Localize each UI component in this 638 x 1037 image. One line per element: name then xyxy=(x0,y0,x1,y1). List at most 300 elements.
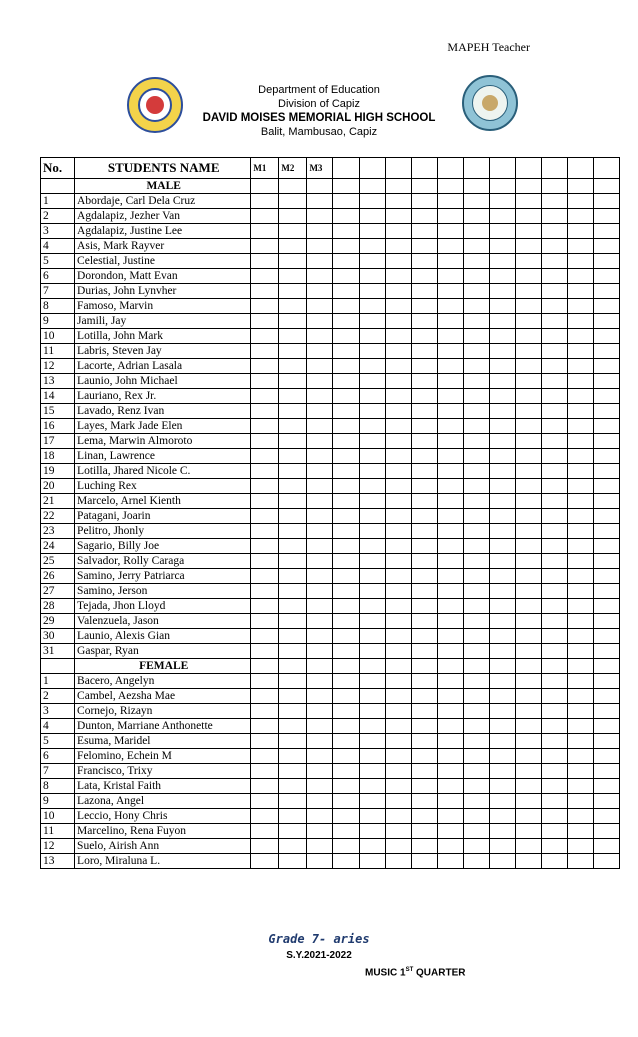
grade-cell xyxy=(593,809,619,824)
student-number: 15 xyxy=(41,404,75,419)
grade-cell xyxy=(515,239,541,254)
grade-cell xyxy=(411,179,437,194)
grade-cell xyxy=(385,689,411,704)
grade-cell xyxy=(489,674,515,689)
grade-cell xyxy=(411,779,437,794)
grade-cell xyxy=(437,194,463,209)
student-number: 1 xyxy=(41,194,75,209)
grade-column-header xyxy=(463,158,489,179)
grade-cell xyxy=(279,659,307,674)
grade-cell xyxy=(515,419,541,434)
grade-cell xyxy=(359,629,385,644)
grade-cell xyxy=(279,404,307,419)
grade-cell xyxy=(541,809,567,824)
grade-cell xyxy=(411,734,437,749)
grade-cell xyxy=(279,764,307,779)
col-header-m1: M1 xyxy=(251,158,279,179)
grade-cell xyxy=(463,374,489,389)
grade-cell xyxy=(567,179,593,194)
grade-cell xyxy=(385,854,411,869)
grade-cell xyxy=(541,719,567,734)
grade-cell xyxy=(463,359,489,374)
grade-cell xyxy=(593,449,619,464)
document-header xyxy=(0,83,638,139)
grade-cell xyxy=(333,704,359,719)
table-row xyxy=(41,569,620,584)
grade-cell xyxy=(437,344,463,359)
student-number: 8 xyxy=(41,299,75,314)
grade-cell xyxy=(489,479,515,494)
grade-cell xyxy=(489,764,515,779)
grade-cell xyxy=(333,734,359,749)
grade-cell xyxy=(307,224,333,239)
grade-cell xyxy=(411,404,437,419)
grade-cell xyxy=(489,269,515,284)
grade-cell xyxy=(411,554,437,569)
student-number: 21 xyxy=(41,494,75,509)
grade-cell xyxy=(251,779,279,794)
grade-cell xyxy=(333,674,359,689)
table-row xyxy=(41,329,620,344)
grade-cell xyxy=(515,644,541,659)
grade-cell xyxy=(541,734,567,749)
grade-cell xyxy=(515,629,541,644)
grade-cell xyxy=(333,419,359,434)
grade-cell xyxy=(279,629,307,644)
grade-cell xyxy=(333,389,359,404)
student-number: 7 xyxy=(41,764,75,779)
grade-cell xyxy=(463,269,489,284)
grade-cell xyxy=(307,599,333,614)
grade-cell xyxy=(567,194,593,209)
grade-cell xyxy=(463,194,489,209)
grade-cell xyxy=(567,494,593,509)
grade-cell xyxy=(251,299,279,314)
grade-cell xyxy=(489,659,515,674)
student-number: 11 xyxy=(41,824,75,839)
student-name: Launio, Alexis Gian xyxy=(75,629,251,644)
grade-cell xyxy=(333,464,359,479)
grade-cell xyxy=(593,824,619,839)
grade-cell xyxy=(541,764,567,779)
grade-cell xyxy=(437,659,463,674)
grade-cell xyxy=(567,809,593,824)
grade-cell xyxy=(279,509,307,524)
grade-cell xyxy=(251,704,279,719)
grade-cell xyxy=(279,719,307,734)
grade-cell xyxy=(307,299,333,314)
grade-cell xyxy=(489,689,515,704)
student-number: 18 xyxy=(41,449,75,464)
student-number: 5 xyxy=(41,734,75,749)
grade-cell xyxy=(385,494,411,509)
table-row xyxy=(41,344,620,359)
student-number: 4 xyxy=(41,719,75,734)
grade-cell xyxy=(251,569,279,584)
student-name: Celestial, Justine xyxy=(75,254,251,269)
grade-cell xyxy=(411,569,437,584)
grade-cell xyxy=(385,374,411,389)
student-number: 13 xyxy=(41,374,75,389)
table-row xyxy=(41,209,620,224)
grade-cell xyxy=(541,284,567,299)
grade-cell xyxy=(333,179,359,194)
student-name: Sagario, Billy Joe xyxy=(75,539,251,554)
student-name: Bacero, Angelyn xyxy=(75,674,251,689)
grade-section: Grade 7- aries xyxy=(268,932,370,946)
grade-cell xyxy=(411,719,437,734)
grade-cell xyxy=(463,314,489,329)
grade-cell xyxy=(593,224,619,239)
grade-cell xyxy=(385,719,411,734)
grade-cell xyxy=(251,674,279,689)
grade-cell xyxy=(541,389,567,404)
grade-cell xyxy=(489,599,515,614)
grade-cell xyxy=(307,614,333,629)
section-row xyxy=(41,179,620,194)
grade-cell xyxy=(515,464,541,479)
grade-cell xyxy=(251,599,279,614)
section-label: FEMALE xyxy=(75,659,251,674)
grade-cell xyxy=(307,209,333,224)
grade-cell xyxy=(515,749,541,764)
grade-cell xyxy=(251,764,279,779)
grade-cell xyxy=(251,419,279,434)
grade-cell xyxy=(411,254,437,269)
grade-cell xyxy=(411,299,437,314)
grade-cell xyxy=(541,614,567,629)
student-name: Dunton, Marriane Anthonette xyxy=(75,719,251,734)
grade-cell xyxy=(567,839,593,854)
grade-cell xyxy=(279,554,307,569)
school-name: DAVID MOISES MEMORIAL HIGH SCHOOL xyxy=(202,112,436,124)
grade-cell xyxy=(333,719,359,734)
grade-cell xyxy=(333,629,359,644)
grade-cell xyxy=(515,374,541,389)
student-number: 6 xyxy=(41,749,75,764)
grade-cell xyxy=(489,719,515,734)
grade-cell xyxy=(515,194,541,209)
grade-cell xyxy=(359,599,385,614)
grade-cell xyxy=(489,194,515,209)
school-year: S.Y.2021-2022 xyxy=(286,950,352,961)
grade-cell xyxy=(385,704,411,719)
grade-cell xyxy=(359,524,385,539)
grade-cell xyxy=(567,779,593,794)
grade-cell xyxy=(593,494,619,509)
grade-cell xyxy=(307,449,333,464)
grade-cell xyxy=(437,689,463,704)
table-row xyxy=(41,314,620,329)
grade-cell xyxy=(411,209,437,224)
student-name: Francisco, Trixy xyxy=(75,764,251,779)
grade-cell xyxy=(567,719,593,734)
grade-cell xyxy=(251,374,279,389)
col-header-m2: M2 xyxy=(279,158,307,179)
grade-cell xyxy=(567,479,593,494)
grade-cell xyxy=(463,734,489,749)
grade-cell xyxy=(515,539,541,554)
student-name: Samino, Jerry Patriarca xyxy=(75,569,251,584)
grade-cell xyxy=(515,854,541,869)
grade-cell xyxy=(333,539,359,554)
section-label: MALE xyxy=(75,179,251,194)
grade-cell xyxy=(333,494,359,509)
student-name: Tejada, Jhon Lloyd xyxy=(75,599,251,614)
student-name: Marcelo, Arnel Kienth xyxy=(75,494,251,509)
grade-cell xyxy=(489,419,515,434)
grade-cell xyxy=(437,269,463,284)
grade-cell xyxy=(567,584,593,599)
grade-cell xyxy=(593,629,619,644)
grade-cell xyxy=(385,239,411,254)
student-name: Dorondon, Matt Evan xyxy=(75,269,251,284)
grade-cell xyxy=(333,749,359,764)
student-number: 16 xyxy=(41,419,75,434)
grade-cell xyxy=(489,344,515,359)
student-number: 12 xyxy=(41,839,75,854)
grade-cell xyxy=(437,824,463,839)
grade-cell xyxy=(567,749,593,764)
grade-cell xyxy=(251,254,279,269)
student-number: 14 xyxy=(41,389,75,404)
grade-cell xyxy=(385,644,411,659)
grade-cell xyxy=(437,224,463,239)
grade-cell xyxy=(359,854,385,869)
grade-cell xyxy=(463,509,489,524)
grade-cell xyxy=(593,779,619,794)
grade-cell xyxy=(385,224,411,239)
grade-cell xyxy=(541,314,567,329)
grade-cell xyxy=(279,254,307,269)
grade-cell xyxy=(359,779,385,794)
table-row xyxy=(41,629,620,644)
table-row xyxy=(41,749,620,764)
grade-cell xyxy=(515,734,541,749)
grade-cell xyxy=(333,689,359,704)
grade-cell xyxy=(541,359,567,374)
student-number: 6 xyxy=(41,269,75,284)
grade-cell xyxy=(489,464,515,479)
table-row xyxy=(41,644,620,659)
table-row xyxy=(41,734,620,749)
table-header-row xyxy=(41,158,620,179)
grade-cell xyxy=(463,419,489,434)
grade-cell xyxy=(489,209,515,224)
grade-cell xyxy=(567,794,593,809)
grade-cell xyxy=(251,284,279,299)
grade-cell xyxy=(307,524,333,539)
grade-cell xyxy=(541,689,567,704)
grade-cell xyxy=(359,284,385,299)
grade-cell xyxy=(437,584,463,599)
grade-cell xyxy=(411,464,437,479)
grade-cell xyxy=(279,779,307,794)
grade-cell xyxy=(333,299,359,314)
grade-cell xyxy=(593,254,619,269)
grade-cell xyxy=(359,539,385,554)
grade-cell xyxy=(463,254,489,269)
grade-cell xyxy=(251,179,279,194)
grade-cell xyxy=(541,509,567,524)
grade-cell xyxy=(463,539,489,554)
table-row xyxy=(41,224,620,239)
grade-cell xyxy=(359,704,385,719)
grade-cell xyxy=(567,734,593,749)
grade-cell xyxy=(359,269,385,284)
grade-cell xyxy=(541,269,567,284)
grade-cell xyxy=(515,509,541,524)
grade-cell xyxy=(515,269,541,284)
grade-cell xyxy=(279,239,307,254)
grade-cell xyxy=(333,374,359,389)
grade-cell xyxy=(359,449,385,464)
table-row xyxy=(41,764,620,779)
grade-cell xyxy=(593,269,619,284)
grade-cell xyxy=(541,824,567,839)
student-name: Felomino, Echein M xyxy=(75,749,251,764)
grade-cell xyxy=(437,434,463,449)
grade-cell xyxy=(359,809,385,824)
grade-cell xyxy=(385,764,411,779)
grade-cell xyxy=(567,239,593,254)
grade-cell xyxy=(463,749,489,764)
grade-cell xyxy=(251,224,279,239)
grade-cell xyxy=(515,449,541,464)
grade-cell xyxy=(489,509,515,524)
table-row xyxy=(41,554,620,569)
grade-cell xyxy=(463,824,489,839)
grade-cell xyxy=(593,524,619,539)
grade-cell xyxy=(307,704,333,719)
table-row xyxy=(41,464,620,479)
grade-cell xyxy=(567,449,593,464)
grade-cell xyxy=(541,524,567,539)
student-number: 1 xyxy=(41,674,75,689)
grade-cell xyxy=(567,314,593,329)
grade-cell xyxy=(333,599,359,614)
table-row xyxy=(41,524,620,539)
grade-cell xyxy=(489,794,515,809)
grade-cell xyxy=(307,329,333,344)
grade-cell xyxy=(307,344,333,359)
grade-cell xyxy=(567,599,593,614)
student-name: Lacorte, Adrian Lasala xyxy=(75,359,251,374)
grade-cell xyxy=(359,389,385,404)
grade-cell xyxy=(307,359,333,374)
table-row xyxy=(41,194,620,209)
grade-cell xyxy=(307,839,333,854)
student-number: 23 xyxy=(41,524,75,539)
student-name: Lauriano, Rex Jr. xyxy=(75,389,251,404)
grade-cell xyxy=(489,449,515,464)
grade-cell xyxy=(385,569,411,584)
grade-cell xyxy=(515,614,541,629)
grade-cell xyxy=(385,629,411,644)
grade-cell xyxy=(593,854,619,869)
grade-cell xyxy=(279,524,307,539)
grade-cell xyxy=(437,479,463,494)
table-row xyxy=(41,689,620,704)
student-name: Linan, Lawrence xyxy=(75,449,251,464)
grade-cell xyxy=(437,794,463,809)
grade-cell xyxy=(307,254,333,269)
table-row xyxy=(41,509,620,524)
grade-cell xyxy=(251,644,279,659)
grade-cell xyxy=(333,824,359,839)
grade-cell xyxy=(359,419,385,434)
grade-cell xyxy=(593,209,619,224)
grade-cell xyxy=(333,584,359,599)
grade-cell xyxy=(489,584,515,599)
grade-cell xyxy=(463,329,489,344)
grade-cell xyxy=(411,449,437,464)
grade-cell xyxy=(411,419,437,434)
student-number: 22 xyxy=(41,509,75,524)
grade-cell xyxy=(437,209,463,224)
grade-cell xyxy=(279,644,307,659)
grade-cell xyxy=(567,254,593,269)
student-number: 24 xyxy=(41,539,75,554)
student-number: 25 xyxy=(41,554,75,569)
grade-cell xyxy=(567,404,593,419)
student-name: Lazona, Angel xyxy=(75,794,251,809)
grade-cell xyxy=(567,374,593,389)
student-number: 28 xyxy=(41,599,75,614)
grade-cell xyxy=(515,359,541,374)
grade-cell xyxy=(385,254,411,269)
grade-cell xyxy=(463,239,489,254)
grade-cell xyxy=(567,539,593,554)
grade-cell xyxy=(411,434,437,449)
grade-cell xyxy=(541,254,567,269)
grade-cell xyxy=(593,674,619,689)
grade-cell xyxy=(411,329,437,344)
grade-cell xyxy=(541,854,567,869)
grade-cell xyxy=(333,209,359,224)
grade-cell xyxy=(279,179,307,194)
grade-cell xyxy=(279,209,307,224)
grade-cell xyxy=(515,434,541,449)
grade-cell xyxy=(463,599,489,614)
grade-cell xyxy=(593,464,619,479)
grade-cell xyxy=(489,404,515,419)
grade-cell xyxy=(541,224,567,239)
grade-cell xyxy=(437,614,463,629)
grade-column-header xyxy=(593,158,619,179)
student-number: 26 xyxy=(41,569,75,584)
grade-cell xyxy=(463,284,489,299)
grade-cell xyxy=(359,329,385,344)
grade-cell xyxy=(567,284,593,299)
grade-cell xyxy=(333,794,359,809)
grade-cell xyxy=(593,719,619,734)
grade-cell xyxy=(307,824,333,839)
grade-cell xyxy=(307,569,333,584)
grade-cell xyxy=(489,779,515,794)
grade-cell xyxy=(489,809,515,824)
grade-cell xyxy=(333,404,359,419)
grade-cell xyxy=(593,419,619,434)
grade-cell xyxy=(489,284,515,299)
grade-cell xyxy=(541,794,567,809)
grade-cell xyxy=(593,614,619,629)
grade-cell xyxy=(541,494,567,509)
grade-cell xyxy=(359,794,385,809)
grade-cell xyxy=(333,809,359,824)
grade-cell xyxy=(463,569,489,584)
grade-cell xyxy=(593,644,619,659)
